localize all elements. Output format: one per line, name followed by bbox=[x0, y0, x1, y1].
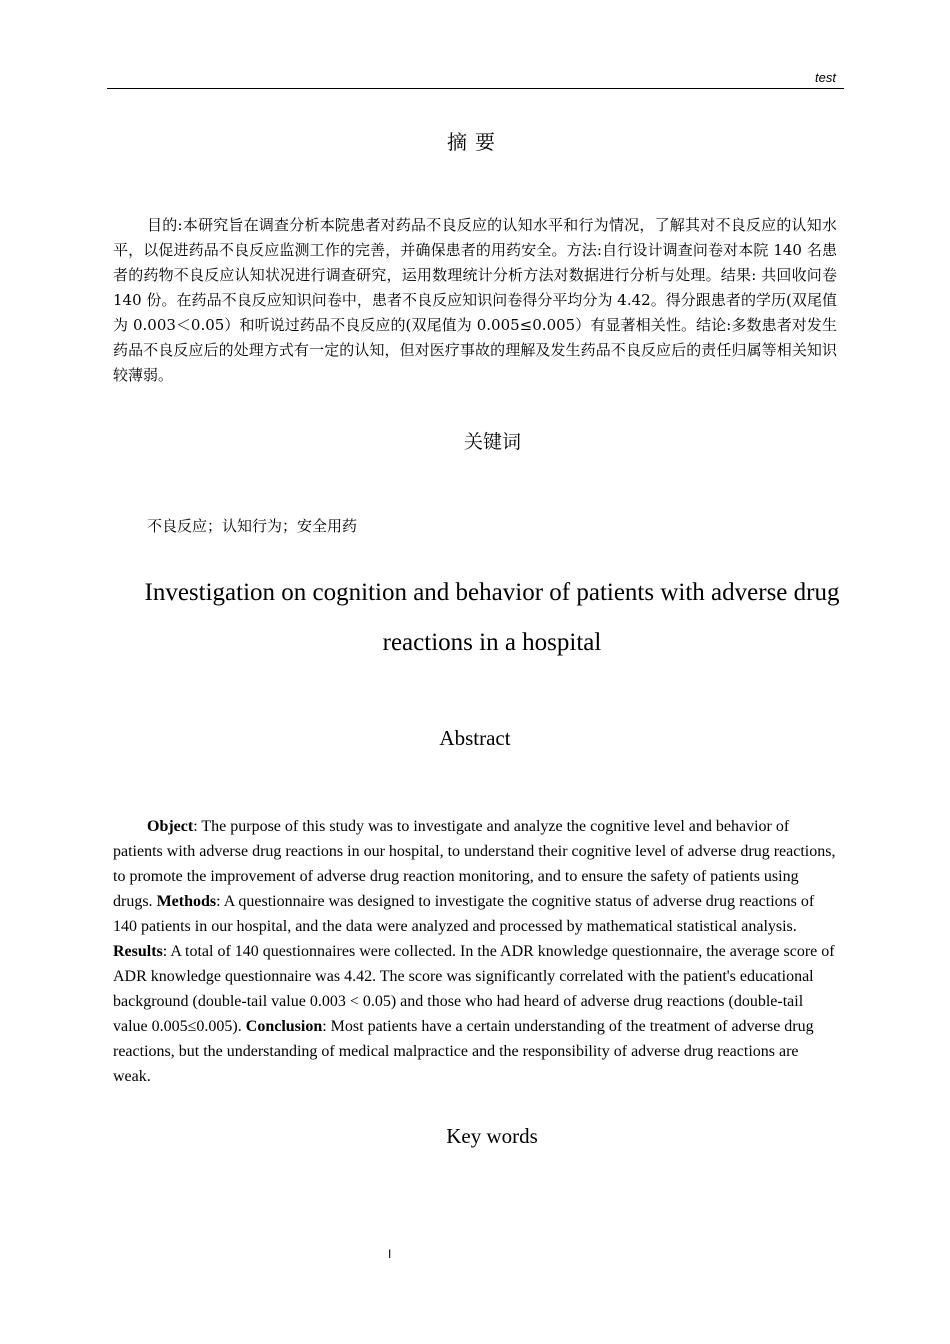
en-abstract-title: Abstract bbox=[439, 726, 511, 750]
cn-objective-label: 目的 bbox=[147, 216, 178, 234]
en-methods-text: : A questionnaire was designed to investigate the cognitive status of adverse drug reactions of 140 patients in our hospital, and the data were analyzed and processed by mathematical statistical analysis. bbox=[113, 893, 815, 935]
en-conclusion-label: Conclusion bbox=[245, 1018, 323, 1035]
cn-abstract-title: 摘要 bbox=[447, 130, 503, 154]
running-header: test bbox=[815, 70, 836, 85]
en-conclusion-text: : Most patients have a certain understanding of the treatment of adverse drug reactions, but the understanding of medical malpractice and the responsibility of adverse drug reactions are weak. bbox=[113, 1018, 814, 1085]
cn-objective-text: :本研究旨在调查分析本院患者对药品不良反应的认知水平和行为情况，了解其对不良反应的认知水平，以促进药品不良反应监测工作的完善，并确保患者的用药安全。 bbox=[113, 216, 837, 259]
en-results-text: : A total of 140 questionnaires were collected. In the ADR knowledge questionnaire, the average score of ADR knowledge questionnaire was 4.42. The score was significantly correlated with the patient's educational background (double-tail value 0.003 < 0.05) and those who had heard of adverse drug reactions (double-tail value 0.005≤0.005). bbox=[113, 943, 835, 1035]
cn-conclusion-label: 结论 bbox=[696, 316, 727, 334]
en-object-text: : The purpose of this study was to investigate and analyze the cognitive level and behavior of patients with adverse drug reactions in our hospital, to understand their cognitive level of adverse drug reactions, to promote the improvement of adverse drug reaction monitoring, and to ensure the safety of patients using drugs. bbox=[113, 818, 836, 910]
page-number: I bbox=[388, 1247, 392, 1261]
en-abstract-body bbox=[113, 814, 837, 1089]
cn-methods-label: 方法 bbox=[566, 241, 597, 259]
en-keywords-title: Key words bbox=[446, 1124, 538, 1148]
cn-results-label: 结果 bbox=[720, 266, 752, 284]
en-methods-label: Methods bbox=[156, 893, 217, 910]
en-object-label: Object bbox=[147, 818, 194, 835]
cn-keywords-title: 关键词 bbox=[463, 431, 521, 453]
en-results-label: Results bbox=[113, 943, 163, 960]
cn-keywords: 不良反应；认知行为；安全用药 bbox=[147, 517, 358, 535]
cn-methods-text: :自行设计调查问卷对本院 140 名患者的药物不良反应认知状况进行调查研究，运用数理统计分析方法对数据进行分析与处理。 bbox=[113, 241, 837, 284]
en-paper-title: Investigation on cognition and behavior of patients with adverse drug reactions in a hospital bbox=[144, 579, 840, 656]
header-rule bbox=[107, 88, 844, 89]
cn-results-text: : 共回收问卷 140 份。在药品不良反应知识问卷中，患者不良反应知识问卷得分平均分为 4.42。得分跟患者的学历(双尾值为 0.003＜0.05）和听说过药品不良反应的(双尾值为 0.005≤0.005）有显著相关性。 bbox=[113, 266, 837, 334]
cn-conclusion-text: :多数患者对发生药品不良反应后的处理方式有一定的认知，但对医疗事故的理解及发生药品不良反应后的责任归属等相关知识较薄弱。 bbox=[113, 316, 837, 384]
cn-abstract-body bbox=[113, 213, 837, 388]
